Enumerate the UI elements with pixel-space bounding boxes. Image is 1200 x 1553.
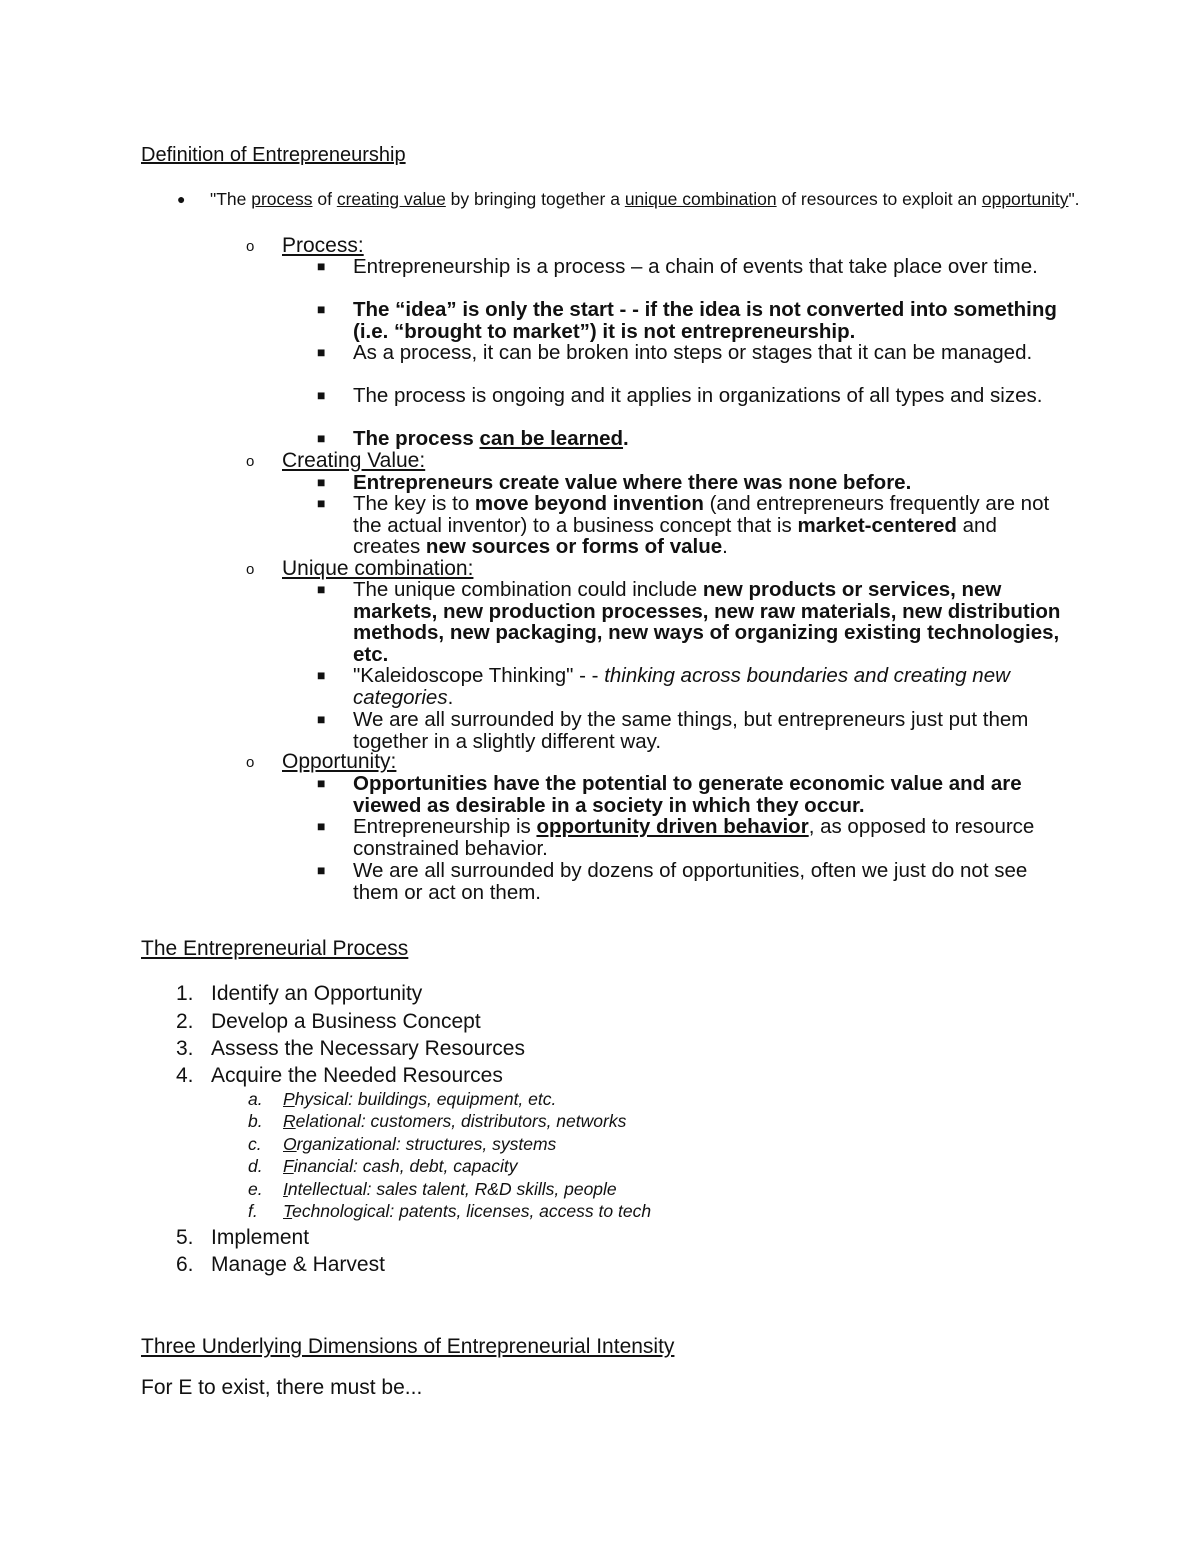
circle-bullet-icon: o: [246, 561, 255, 578]
section-heading-process: The Entrepreneurial Process: [141, 937, 409, 960]
definition-text: "The process of creating value by bringing together a unique combination of resources to exploit an opportunity".: [210, 189, 1080, 209]
subitem-label: Creating Value:: [282, 449, 426, 472]
square-bullet-icon: ■: [317, 711, 326, 727]
square-bullet-icon: ■: [317, 430, 326, 446]
square-bullet-icon: ■: [317, 818, 326, 834]
subitem-label: Unique combination:: [282, 557, 474, 580]
section-heading-intensity: Three Underlying Dimensions of Entrepreneurial Intensity: [141, 1335, 675, 1358]
square-bullet-icon: ■: [317, 258, 326, 274]
intro-paragraph: For E to exist, there must be...: [141, 1376, 423, 1399]
circle-bullet-icon: o: [246, 238, 255, 255]
document-page: Definition of Entrepreneurship ● "The process of creating value by bringing together a unique combination of resources to exploit an opportunity". o Process: ■ Entrepreneurship is a process – a chain of events that take place over time. ■ The “idea” is only the start - - if the idea is not converted into something (i.e. “brought to market”) it is not entrepreneurship. ■ As a process, it can be broken into steps or stages that it can be managed. ■ The process is ongoing and it applies in organizations of all types and sizes. ■ The process can be learned. o Creating Value: ■ Entrepreneurs create value where there was none before. ■ The key is to move beyond invention (and entrepreneurs frequently are not the actual inventor) to a business concept that is market-centered and creates new sources or forms of value. o Unique combination: ■ The unique combination could include new products or services, new markets, new production processes, new raw materials, new distribution methods, new packaging, new ways of organizing existing technologies, etc. ■ "Kaleidoscope Thinking" - - thinking across boundaries and creating new categories. ■ We are all surrounded by the same things, but entrepreneurs just put them together in a slightly different way. o Opportunity: ■ Opportunities have the potential to generate economic value and are viewed as desirable in a society in which they occur. ■ Entrepreneurship is opportunity driven behavior, as opposed to resource constrained behavior. ■ We are all surrounded by dozens of opportunities, often we just do not see them or act on them. The Entrepreneurial Process 1. Identify an Opportunity 2. Develop a Business Concept 3. Assess the Necessary Resources 4. Acquire the Needed Resources a. Physical: buildings, equipment, etc. b. Relational: customers, distributors, networks c. Organizational: structures, systems d. Financial: cash, debt, capacity e. Intellectual: sales talent, R&D skills, people f. Technological: patents, licenses, access to tech 5. Implement 6. Manage & Harvest Three Underlying Dimensions of Entrepreneurial Intensity For E to exist, there must be...: [0, 0, 1200, 1553]
circle-bullet-icon: o: [246, 453, 255, 470]
subitem-label: Process:: [282, 234, 364, 257]
square-bullet-icon: ■: [317, 495, 326, 511]
square-bullet-icon: ■: [317, 301, 326, 317]
subitem-label: Opportunity:: [282, 750, 397, 773]
square-bullet-icon: ■: [317, 344, 326, 360]
square-bullet-icon: ■: [317, 775, 326, 791]
square-bullet-icon: ■: [317, 667, 326, 683]
square-bullet-icon: ■: [317, 862, 326, 878]
square-bullet-icon: ■: [317, 581, 326, 597]
square-bullet-icon: ■: [317, 474, 326, 490]
circle-bullet-icon: o: [246, 754, 255, 771]
section-heading-definition: Definition of Entrepreneurship: [141, 144, 406, 166]
disc-bullet-icon: ●: [177, 191, 186, 207]
square-bullet-icon: ■: [317, 387, 326, 403]
